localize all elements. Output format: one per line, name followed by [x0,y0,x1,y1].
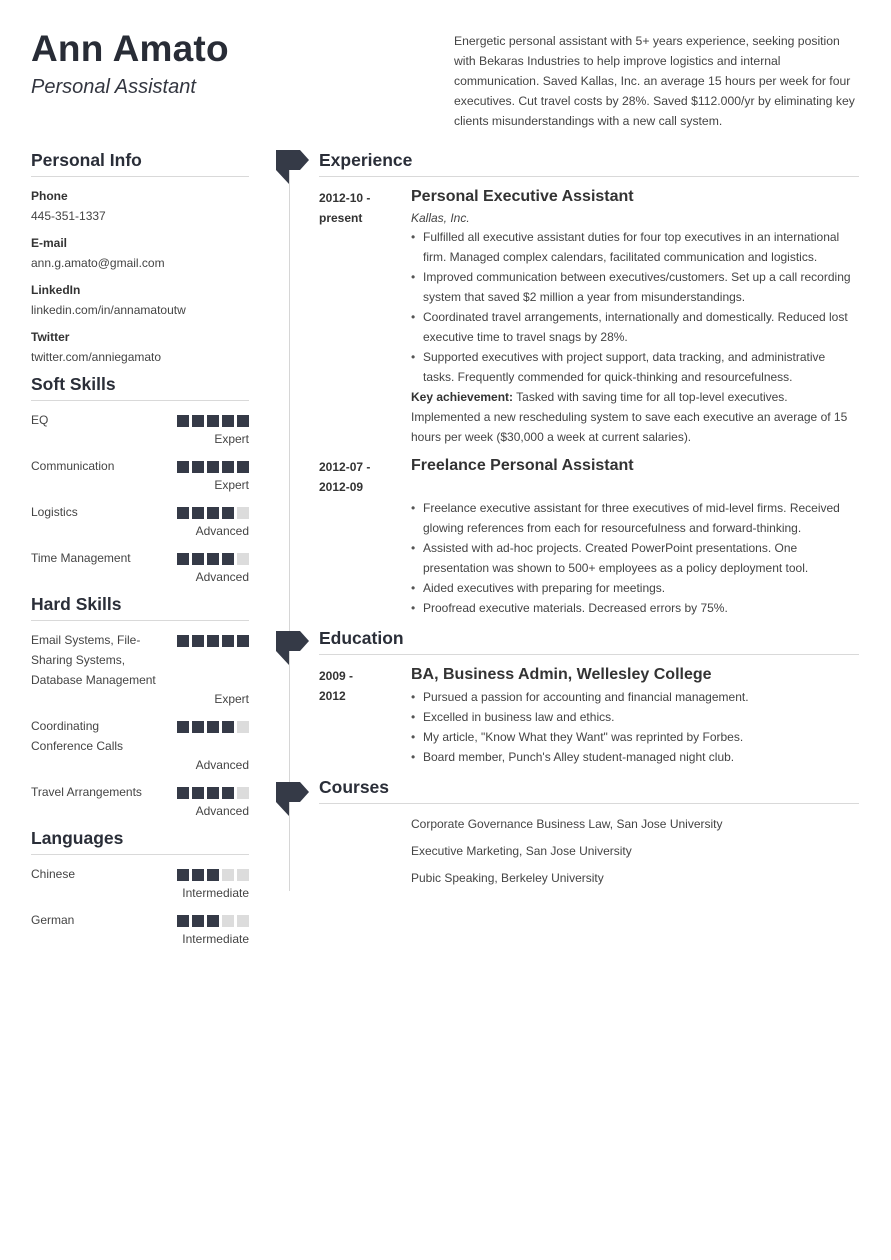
skill-rating [177,787,249,799]
rating-square-filled [207,869,219,881]
rating-square-filled [222,553,234,565]
bullet-list [411,498,859,618]
key-achievement-text: Tasked with saving time for all top-level executives. Implemented a new rescheduling system to save each executive an average of 15 hours per week ($30,000 a week at current salaries). [411,390,848,444]
phone-value: 445-351-1337 [31,209,106,223]
key-achievement [411,387,859,447]
soft-skills-section [31,374,249,586]
skill-rating [177,635,249,647]
section-title-courses: Courses [319,777,859,804]
rating-square-filled [177,915,189,927]
section-title-personal-info: Personal Info [31,150,249,177]
rating-square-filled [177,635,189,647]
skill-item [31,456,249,494]
skill-item [31,630,249,708]
rating-square-empty [237,553,249,565]
candidate-name: Ann Amato [31,28,229,69]
rating-square-filled [207,635,219,647]
skill-item [31,782,249,820]
rating-square-empty [237,507,249,519]
rating-square-empty [237,787,249,799]
bullet-item: • Excelled in business law and ethics. [411,707,859,727]
rating-square-filled [237,415,249,427]
rating-square-filled [207,915,219,927]
rating-square-filled [177,461,189,473]
course-item: Executive Marketing, San Jose University [411,844,632,858]
skill-row [31,502,249,522]
rating-square-filled [222,721,234,733]
info-label: Twitter [31,330,70,344]
entry-date [319,456,411,618]
info-label: LinkedIn [31,283,81,297]
skill-row [31,456,249,476]
skill-level: Advanced [195,570,249,584]
skill-rating [177,461,249,473]
info-item-email [31,233,249,273]
entry-body [411,665,859,767]
bullet-item: • Proofread executive materials. Decreased errors by 75%. [411,598,859,618]
skill-rating [177,415,249,427]
date-start: 2012-07 - [319,460,371,474]
skill-name: German [31,913,75,927]
info-item-phone [31,186,249,226]
rating-square-filled [237,461,249,473]
course-item: Corporate Governance Business Law, San Jose University [411,817,723,831]
section-title-education: Education [319,628,859,655]
entry-title: Freelance Personal Assistant [411,457,634,474]
skill-row [31,782,249,802]
rating-square-filled [192,553,204,565]
personal-info-section [31,150,249,367]
rating-square-empty [222,915,234,927]
skill-name: Coordinating Conference Calls [31,719,124,753]
bullet-item: • Pursued a passion for accounting and financial management. [411,687,859,707]
date-end: 2012-09 [319,480,364,494]
course-item: Pubic Speaking, Berkeley University [411,871,604,885]
rating-square-filled [222,507,234,519]
skill-row [31,548,249,568]
bullet-item: • Supported executives with project support, data tracking, and administrative tasks. Frequently commended for quick-thinking and resourcefulness. [411,347,859,387]
bullet-item: • Freelance executive assistant for three executives of mid-level firms. Received glowing references from each for resourcefulness and forward-thinking. [411,498,859,538]
rating-square-filled [192,507,204,519]
rating-square-filled [177,507,189,519]
bullet-item: • Aided executives with preparing for meetings. [411,578,859,598]
courses-section [319,777,859,888]
date-start: 2009 - [319,669,354,683]
rating-square-filled [222,635,234,647]
profile-summary: Energetic personal assistant with 5+ years experience, seeking position with Bekaras Industries to help improve logistics and internal communication. Saved Kallas, Inc. an average 15 hours per week for four executives. Cut travel costs by 28%. Saved $112.000/yr by eliminating key clients misunderstandings with a new call system. [454,34,855,128]
education-section [319,628,859,767]
skill-item [31,910,249,948]
experience-entry [319,456,859,618]
rating-square-filled [207,721,219,733]
entry-date [319,665,411,767]
skill-rating [177,507,249,519]
rating-square-filled [222,461,234,473]
skill-rating [177,721,249,733]
left-column [31,150,249,956]
key-achievement-label: Key achievement: [411,390,514,404]
rating-square-filled [177,415,189,427]
rating-square-empty [237,721,249,733]
skill-row [31,910,249,930]
rating-square-filled [192,869,204,881]
rating-square-filled [177,721,189,733]
skill-item [31,864,249,902]
entry-body [411,187,859,447]
rating-square-filled [207,415,219,427]
bullet-item: • My article, "Know What they Want" was reprinted by Forbes. [411,727,859,747]
bullet-item: • Assisted with ad-hoc projects. Created PowerPoint presentations. One presentation was shown to 500+ employees as a policy deployment tool. [411,538,859,578]
email-value[interactable]: ann.g.amato@gmail.com [31,256,165,270]
hard-skills-section [31,594,249,820]
info-label: Phone [31,189,68,203]
date-start: 2012-10 - [319,191,371,205]
rating-square-filled [222,415,234,427]
bullet-list [411,227,859,387]
entry-title: Personal Executive Assistant [411,188,634,205]
skill-level: Intermediate [182,932,249,946]
rating-square-filled [177,553,189,565]
bullet-item: • Coordinated travel arrangements, internationally and domestically. Reduced lost executive time to travel snags by 28%. [411,307,859,347]
entry-body [411,456,859,618]
skill-row [31,864,249,884]
skill-level: Advanced [195,524,249,538]
experience-section [319,150,859,618]
bullet-item: • Fulfilled all executive assistant duties for four top executives in an international firm. Managed complex calendars, facilitated communication and logistics. [411,227,859,267]
skill-row [31,410,249,430]
info-item-linkedin [31,280,249,320]
job-title: Personal Assistant [31,76,196,98]
rating-square-filled [177,787,189,799]
experience-entry [319,187,859,447]
rating-square-filled [237,635,249,647]
right-column [319,150,859,898]
skill-item [31,502,249,540]
skill-level: Intermediate [182,886,249,900]
skill-level: Expert [214,692,249,706]
rating-square-filled [192,721,204,733]
skill-rating [177,915,249,927]
rating-square-filled [207,553,219,565]
twitter-value[interactable]: twitter.com/anniegamato [31,350,162,364]
skill-rating [177,869,249,881]
rating-square-filled [207,787,219,799]
entry-date [319,187,411,447]
rating-square-filled [207,507,219,519]
rating-square-filled [207,461,219,473]
skill-name: Travel Arrangements [31,785,142,799]
education-entry [319,665,859,767]
skill-item [31,548,249,586]
skill-item [31,410,249,448]
rating-square-filled [192,915,204,927]
skill-level: Expert [214,478,249,492]
rating-square-filled [177,869,189,881]
flag-icon [276,150,310,184]
languages-section [31,828,249,948]
skill-name: Communication [31,459,115,473]
rating-square-empty [237,869,249,881]
rating-square-filled [192,635,204,647]
flag-icon [276,782,310,816]
bullet-list [411,687,859,767]
skill-name: Time Management [31,551,131,565]
company-name [411,478,859,498]
date-end: present [319,211,363,225]
bullet-item: • Improved communication between executives/customers. Set up a call recording system that saved $2 million a year from misunderstandings. [411,267,859,307]
skill-name: EQ [31,413,49,427]
linkedin-value[interactable]: linkedin.com/in/annamatoutw [31,303,186,317]
company-name: Kallas, Inc. [411,211,470,225]
info-item-twitter [31,327,249,367]
rating-square-empty [222,869,234,881]
skill-item [31,716,249,774]
skill-rating [177,553,249,565]
info-label: E-mail [31,236,68,250]
section-title-languages: Languages [31,828,249,855]
skill-level: Advanced [195,758,249,772]
section-title-experience: Experience [319,150,859,177]
section-title-hard-skills: Hard Skills [31,594,249,621]
skill-name: Logistics [31,505,78,519]
skill-level: Advanced [195,804,249,818]
date-end: 2012 [319,689,346,703]
skill-name: Chinese [31,867,76,881]
skill-row [31,630,249,690]
bullet-item: • Board member, Punch's Alley student-managed night club. [411,747,859,767]
entry-title: BA, Business Admin, Wellesley College [411,666,712,683]
rating-square-empty [237,915,249,927]
rating-square-filled [192,415,204,427]
rating-square-filled [222,787,234,799]
skill-name: Email Systems, File-Sharing Systems, Database Management [31,633,156,687]
flag-icon [276,631,310,665]
section-title-soft-skills: Soft Skills [31,374,249,401]
skill-row [31,716,249,756]
skill-level: Expert [214,432,249,446]
rating-square-filled [192,461,204,473]
rating-square-filled [192,787,204,799]
